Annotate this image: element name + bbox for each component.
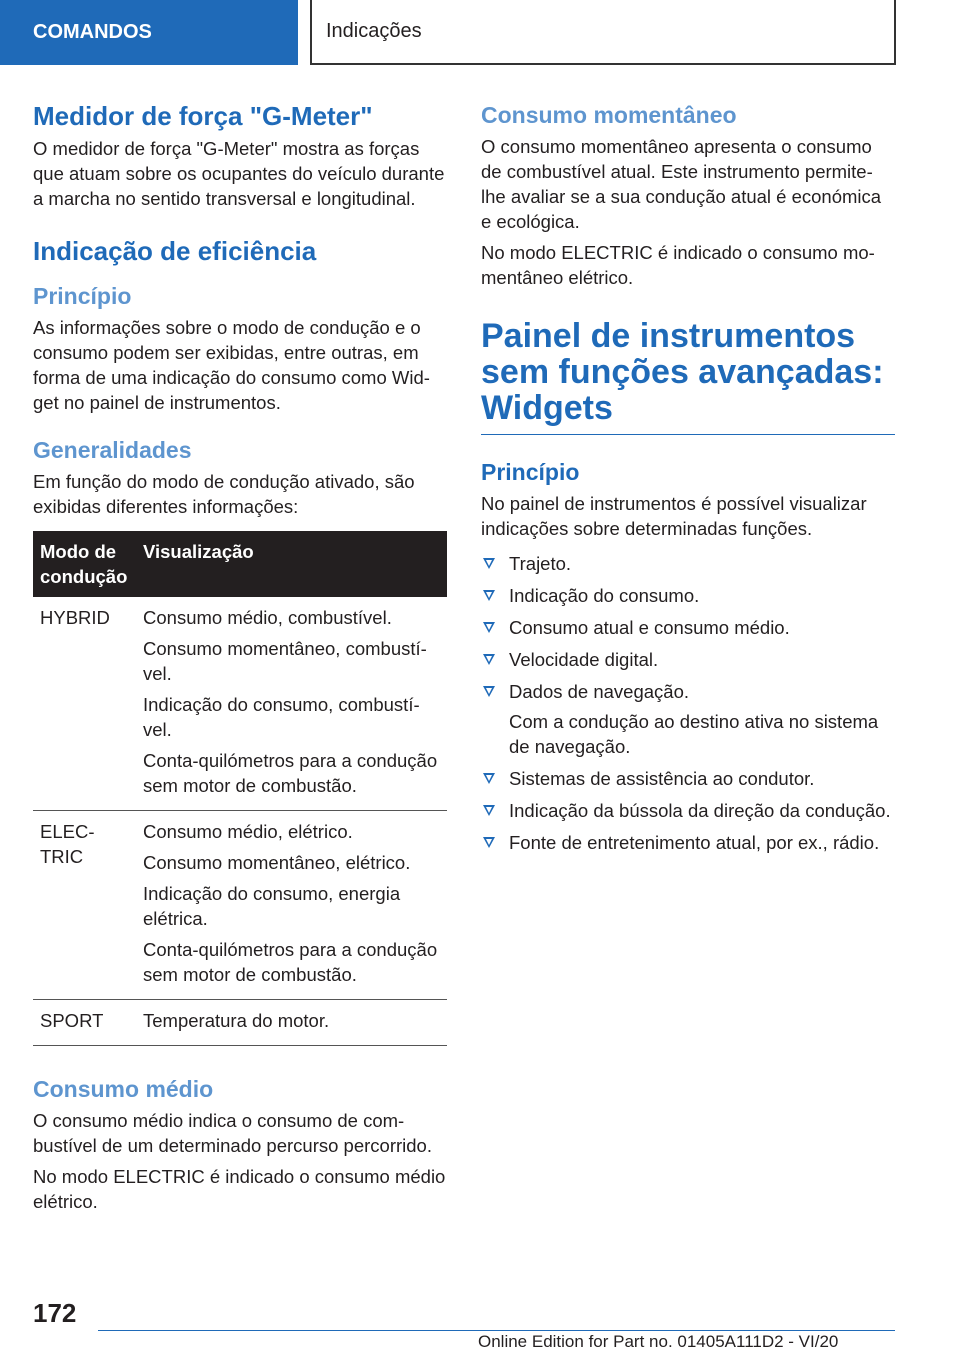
widgets-principle-text: No painel de instrumentos é possível visualizar indicações sobre determinadas funções. bbox=[481, 493, 867, 539]
section-label: COMANDOS bbox=[33, 21, 152, 43]
footer-divider bbox=[98, 1330, 895, 1331]
display-line: Consumo médio, elétrico. bbox=[143, 821, 353, 842]
mode-table bbox=[33, 531, 447, 1046]
triangle-bullet-icon bbox=[483, 773, 495, 784]
list-item: Trajeto. bbox=[481, 551, 895, 576]
table-row bbox=[33, 1000, 447, 1046]
widget-list bbox=[481, 551, 895, 704]
general-text: Em função do modo de condução ativado, são exibidas diferentes informações: bbox=[33, 471, 415, 517]
left-column bbox=[33, 100, 447, 1220]
display-line: Indicação do consumo, energia elétrica. bbox=[143, 883, 401, 929]
triangle-bullet-icon bbox=[483, 654, 495, 665]
table-row bbox=[33, 811, 447, 1000]
triangle-bullet-icon bbox=[483, 837, 495, 848]
gmeter-heading: Medidor de força "G-Meter" bbox=[33, 101, 373, 131]
list-item: Indicação da bússola da direção da condução. bbox=[481, 798, 895, 823]
general-heading: Generalidades bbox=[33, 437, 192, 463]
display-line: Conta-quilómetros para a condução sem motor de combustão. bbox=[143, 750, 438, 796]
widgets-principle-heading: Princípio bbox=[481, 459, 580, 485]
display-cell bbox=[136, 811, 447, 1000]
display-line: Indicação do consumo, combustível. bbox=[143, 694, 420, 740]
list-item: Dados de navegação. bbox=[481, 679, 895, 704]
gmeter-text: O medidor de força "G-Meter" mostra as forças que atuam sobre os ocupantes do veículo durante a marcha no sentido transversal e longitudinal. bbox=[33, 138, 445, 209]
avg-text-2: No modo ELECTRIC é indicado o consumo médio elétrico. bbox=[33, 1166, 446, 1212]
table-row bbox=[33, 597, 447, 811]
display-line: Temperatura do motor. bbox=[143, 1010, 330, 1031]
table-header-row bbox=[33, 531, 447, 597]
display-line: Consumo médio, combustível. bbox=[143, 607, 392, 628]
triangle-bullet-icon bbox=[483, 558, 495, 569]
avg-text-1: O consumo médio indica o consumo de combustível de um determinado percurso percorrido. bbox=[33, 1110, 432, 1156]
momentary-text-2: No modo ELECTRIC é indicado o consumo momentâneo elétrico. bbox=[481, 242, 875, 288]
triangle-bullet-icon bbox=[483, 590, 495, 601]
triangle-bullet-icon bbox=[483, 805, 495, 816]
display-line: Consumo momentâneo, combustível. bbox=[143, 638, 427, 684]
display-line: Consumo momentâneo, elétrico. bbox=[143, 852, 411, 873]
mode-cell: ELECTRIC bbox=[33, 811, 136, 1000]
list-item: Fonte de entretenimento atual, por ex., rádio. bbox=[481, 830, 895, 855]
chapter-label: Indicações bbox=[326, 20, 422, 42]
page-number: 172 bbox=[33, 1298, 77, 1328]
list-item: Consumo atual e consumo médio. bbox=[481, 615, 895, 640]
table-header-mode: Modo de condução bbox=[33, 531, 136, 597]
principle-heading: Princípio bbox=[33, 283, 132, 309]
list-item: Velocidade digital. bbox=[481, 647, 895, 672]
nav-note: Com a condução ao destino ativa no sistema de navegação. bbox=[509, 711, 879, 757]
avg-heading: Consumo médio bbox=[33, 1076, 214, 1102]
display-cell bbox=[136, 597, 447, 811]
list-item: Indicação do consumo. bbox=[481, 583, 895, 608]
triangle-bullet-icon bbox=[483, 686, 495, 697]
table-header-display: Visualização bbox=[136, 531, 447, 597]
list-item: Sistemas de assistência ao condutor. bbox=[481, 766, 895, 791]
mode-cell: HYBRID bbox=[33, 597, 136, 811]
efficiency-heading: Indicação de eficiência bbox=[33, 236, 317, 266]
momentary-heading: Consumo momentâneo bbox=[481, 102, 737, 128]
principle-text: As informações sobre o modo de condução e o consumo podem ser exibidas, entre outras, em forma de uma indicação do consumo como Widget no painel de instrumentos. bbox=[33, 317, 430, 413]
chapter-tab bbox=[310, 0, 896, 65]
momentary-text-1: O consumo momentâneo apresenta o consumo de combustível atual. Este instrumento permite-lhe avaliar se a sua condução atual é económica e ecológica. bbox=[481, 136, 882, 232]
triangle-bullet-icon bbox=[483, 622, 495, 633]
right-column bbox=[481, 100, 895, 862]
section-tab bbox=[0, 0, 298, 65]
widgets-heading: Painel de instrumentos sem funções avançadas: Widgets bbox=[481, 317, 884, 427]
display-cell bbox=[136, 1000, 447, 1046]
display-line: Conta-quilómetros para a condução sem motor de combustão. bbox=[143, 939, 438, 985]
widget-list-continued bbox=[481, 766, 895, 855]
edition-footer: Online Edition for Part no. 01405A111D2 - VI/20 bbox=[478, 1332, 839, 1351]
mode-cell: SPORT bbox=[33, 1000, 136, 1046]
